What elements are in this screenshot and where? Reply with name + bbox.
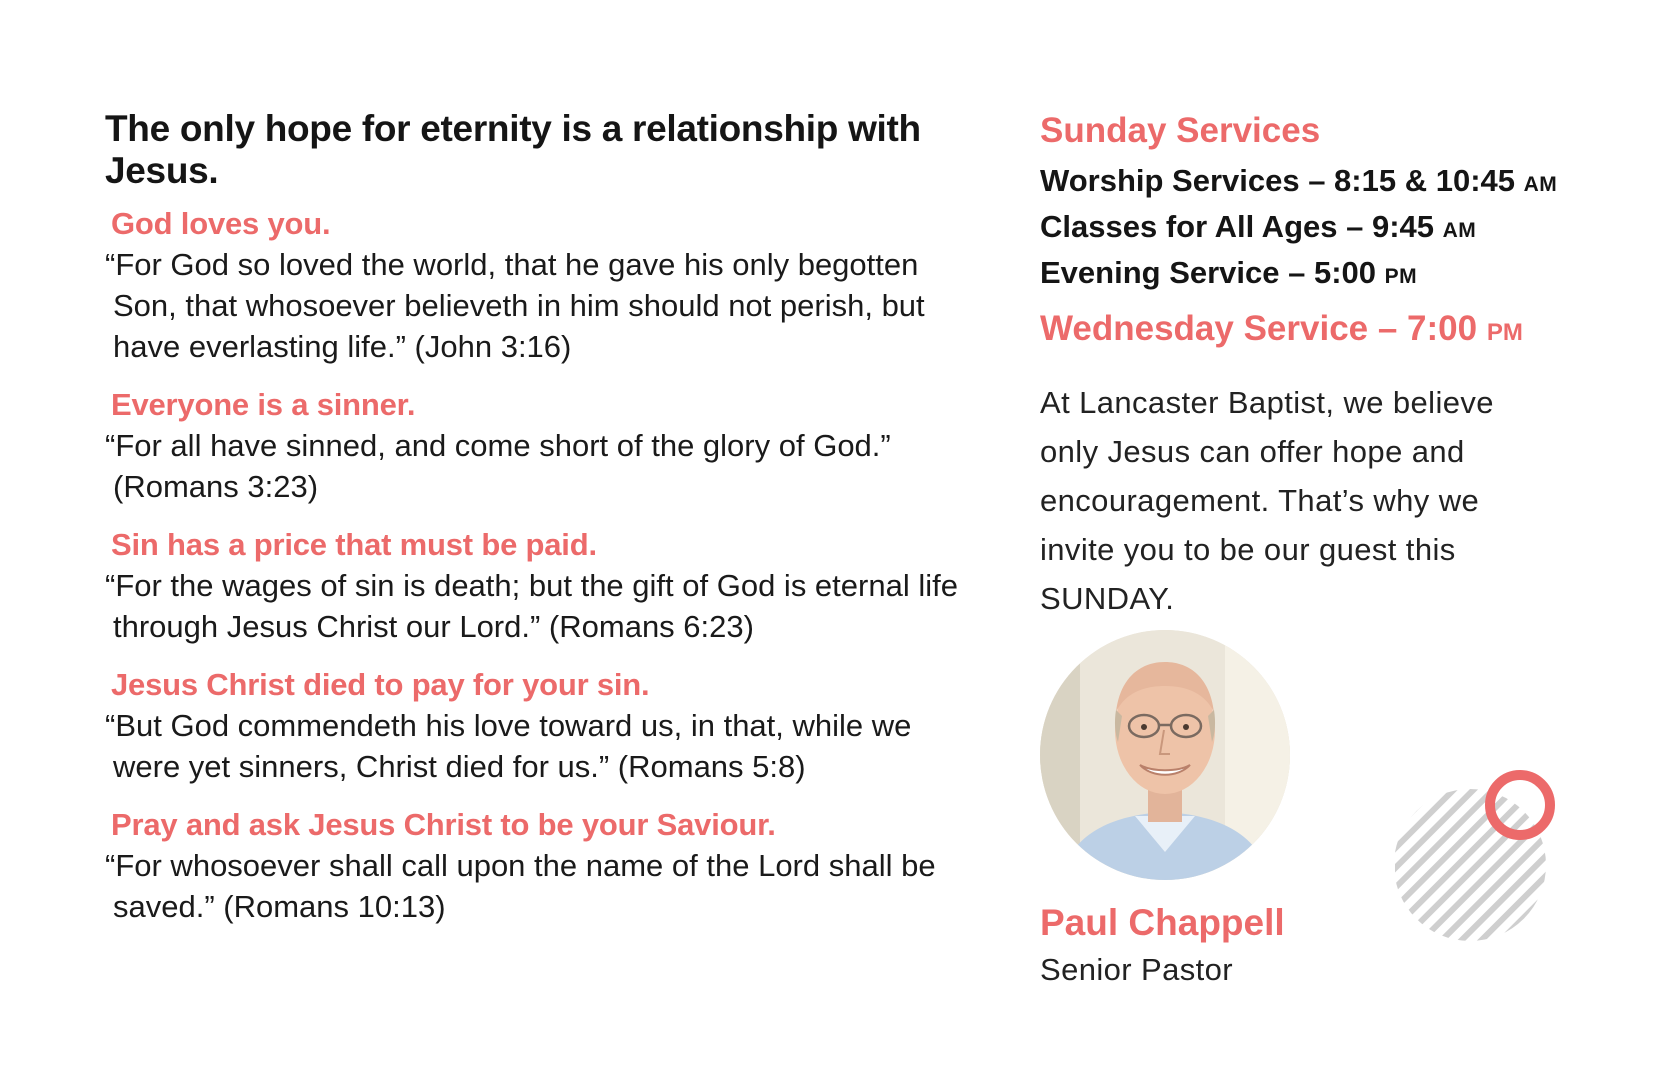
service-label: Classes for All Ages – 9:45 bbox=[1040, 209, 1443, 244]
point-verse: “For all have sinned, and come short of the glory of God.” (Romans 3:23) bbox=[105, 428, 891, 504]
point-everyone-sinner bbox=[105, 385, 985, 507]
pastor-name: Paul Chappell bbox=[1040, 902, 1285, 943]
point-verse: “For God so loved the world, that he gave his only begotten Son, that whosoever believeth in him should not perish, but have everlasting life.” (John 3:16) bbox=[105, 247, 925, 364]
point-pray bbox=[105, 805, 985, 927]
wednesday-label: Wednesday Service – 7:00 bbox=[1040, 309, 1487, 348]
point-god-loves-you bbox=[105, 204, 985, 367]
service-suffix: PM bbox=[1384, 265, 1418, 288]
point-jesus-died bbox=[105, 665, 985, 787]
wednesday-suffix: PM bbox=[1486, 319, 1523, 346]
pastor-photo bbox=[1040, 630, 1290, 880]
decorative-circles bbox=[1395, 765, 1555, 950]
invite-text: At Lancaster Baptist, we believe only Jesus can offer hope and encouragement. That’s why we invite you to be our guest this SUNDAY. bbox=[1040, 385, 1494, 616]
point-title: Pray and ask Jesus Christ to be your Saviour. bbox=[111, 807, 776, 842]
service-classes bbox=[1040, 206, 1640, 252]
point-verse: “For whosoever shall call upon the name of the Lord shall be saved.” (Romans 10:13) bbox=[105, 848, 936, 924]
service-label: Worship Services – 8:15 & 10:45 bbox=[1040, 163, 1524, 198]
point-verse: “But God commendeth his love toward us, in that, while we were yet sinners, Christ died for us.” (Romans 5:8) bbox=[105, 708, 912, 784]
service-label: Evening Service – 5:00 bbox=[1040, 255, 1385, 290]
point-title: Jesus Christ died to pay for your sin. bbox=[111, 667, 650, 702]
pastor-portrait-image bbox=[1040, 630, 1290, 880]
service-suffix: AM bbox=[1523, 173, 1558, 196]
headline: The only hope for eternity is a relationship with Jesus. bbox=[105, 108, 921, 191]
decorative-circles-graphic bbox=[1395, 765, 1555, 950]
pastor-title: Senior Pastor bbox=[1040, 952, 1234, 987]
point-title: Everyone is a sinner. bbox=[111, 387, 416, 422]
service-evening bbox=[1040, 252, 1640, 298]
service-worship bbox=[1040, 160, 1640, 206]
services-column bbox=[1040, 108, 1640, 623]
point-title: God loves you. bbox=[111, 206, 331, 241]
wednesday-service-title bbox=[1040, 306, 1640, 356]
sunday-services-title: Sunday Services bbox=[1040, 111, 1321, 150]
service-suffix: AM bbox=[1442, 219, 1477, 242]
point-verse: “For the wages of sin is death; but the gift of God is eternal life through Jesus Christ our Lord.” (Romans 6:23) bbox=[105, 568, 958, 644]
point-sin-price bbox=[105, 525, 985, 647]
gospel-column bbox=[105, 108, 985, 945]
striped-circle-shape bbox=[1395, 765, 1555, 950]
point-title: Sin has a price that must be paid. bbox=[111, 527, 597, 562]
